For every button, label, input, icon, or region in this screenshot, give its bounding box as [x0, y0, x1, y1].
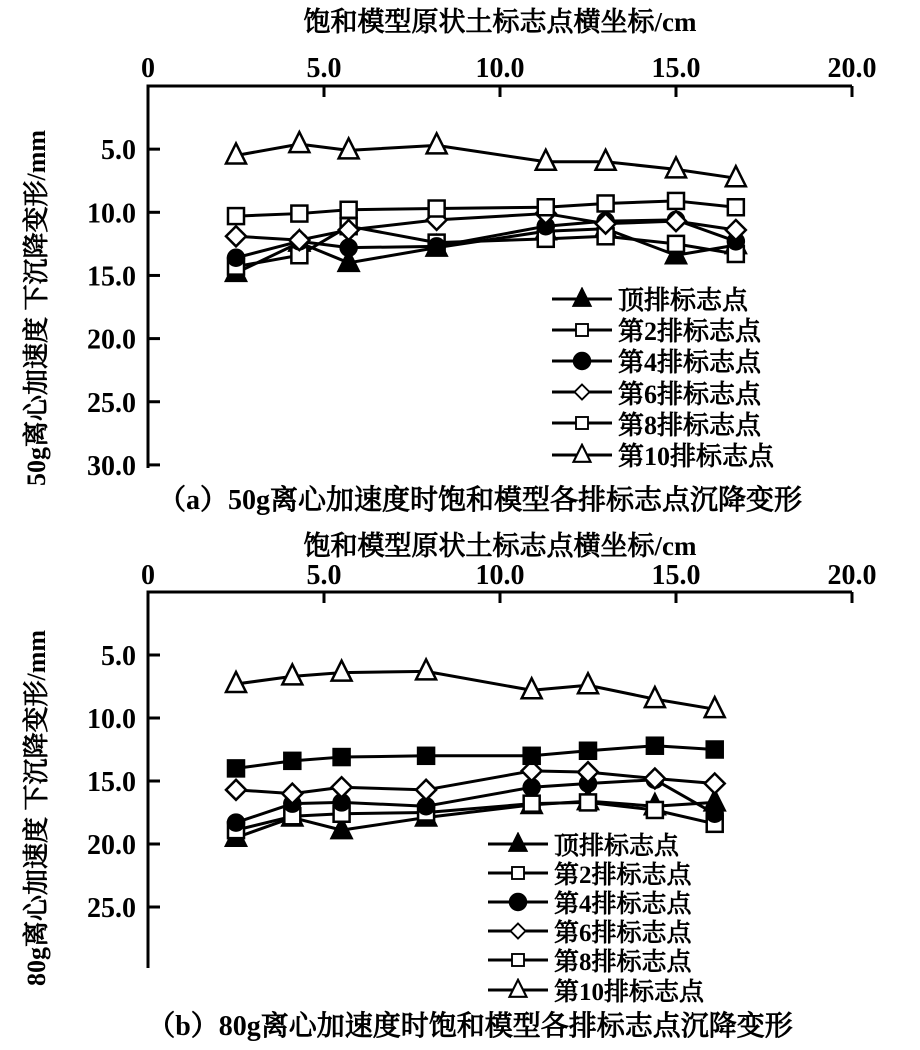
square-filled-marker [707, 742, 723, 758]
legend-item-row-6 [552, 439, 774, 470]
triangle-open-marker [596, 150, 616, 170]
legend-item-row-6 [488, 975, 704, 1004]
circle-filled-marker [228, 250, 244, 266]
square-open-marker [538, 199, 554, 215]
panel-a-caption: （a）50g离心加速度时饱和模型各排标志点沉降变形 [157, 485, 802, 516]
diamond-open-marker [705, 774, 725, 794]
square-open-marker [228, 208, 244, 224]
panel-b-x-axis-title: 饱和模型原状土标志点横坐标/cm [303, 531, 697, 561]
legend-item-row-3 [552, 345, 774, 376]
diamond-open-icon [488, 919, 548, 943]
square-open-marker [341, 202, 357, 218]
circle-filled-icon [488, 890, 548, 914]
square-open-marker [580, 794, 596, 810]
y-tick-label: 15.0 [87, 767, 136, 798]
panel-a-y-axis-title: 50g离心加速度 下沉降变形/mm [22, 129, 51, 486]
square-filled-marker [418, 748, 434, 764]
square-filled-marker [334, 749, 350, 765]
legend-label: 第10排标志点 [554, 978, 705, 1006]
y-tick-label: 5.0 [101, 135, 136, 167]
x-tick-label: 20.0 [827, 53, 877, 84]
x-tick-label: 10.0 [475, 53, 525, 84]
panel-b-plot [0, 520, 920, 1050]
square-filled-marker [524, 748, 540, 764]
square-open-marker [668, 193, 684, 209]
diamond-open-marker [416, 780, 436, 800]
legend-marker [575, 385, 590, 400]
square-open-marker [728, 199, 744, 215]
square-filled-marker [284, 753, 300, 769]
triangle-open-marker [289, 132, 309, 152]
square-filled-marker [647, 738, 663, 754]
circle-filled-marker [429, 238, 445, 254]
legend-label: 第8排标志点 [618, 410, 762, 440]
square-open-icon [552, 411, 612, 435]
triangle-filled-icon [488, 832, 548, 856]
legend-label: 顶排标志点 [554, 832, 680, 860]
legend-marker [574, 353, 590, 369]
legend-label: 第4排标志点 [554, 890, 692, 918]
circle-filled-icon [552, 349, 612, 373]
x-axis-ticks [141, 560, 877, 603]
panel-a-x-axis-title: 饱和模型原状土标志点横坐标/cm [303, 7, 697, 37]
legend-marker [574, 444, 591, 461]
square-open-marker [598, 195, 614, 211]
y-tick-label: 20.0 [87, 830, 136, 861]
legend-label: 顶排标志点 [618, 286, 749, 316]
legend-marker [512, 867, 524, 879]
x-tick-label: 15.0 [651, 560, 701, 591]
x-tick-label: 15.0 [651, 53, 701, 84]
square-open-marker [647, 802, 663, 818]
legend-marker [512, 954, 524, 966]
series-line-5 [236, 746, 715, 769]
series-line-6 [236, 671, 715, 709]
legend-item-row-5 [552, 408, 774, 439]
series-markers-6 [226, 132, 746, 186]
legend-marker [510, 979, 527, 996]
panel-b-caption: （b）80g离心加速度时饱和模型各排标志点沉降变形 [147, 1011, 793, 1042]
triangle-open-marker [427, 133, 447, 153]
legend-marker [511, 924, 526, 939]
y-tick-label: 25.0 [87, 387, 136, 419]
y-tick-label: 5.0 [101, 641, 136, 672]
square-filled-marker [228, 760, 244, 776]
series-line-4 [236, 771, 715, 794]
legend-item-row-1 [552, 283, 774, 314]
circle-filled-marker [228, 815, 244, 831]
legend-label: 第8排标志点 [554, 949, 692, 977]
legend-marker [510, 894, 526, 910]
y-tick-label: 25.0 [87, 893, 136, 924]
diamond-open-icon [552, 380, 612, 404]
panel-a-plot [0, 0, 920, 520]
x-tick-label: 20.0 [827, 560, 877, 591]
panel-b-legend [488, 829, 704, 1004]
legend-label: 第6排标志点 [554, 920, 692, 948]
y-tick-label: 30.0 [87, 450, 136, 482]
series-line-1 [236, 229, 736, 273]
legend-label: 第6排标志点 [618, 379, 762, 409]
y-tick-label: 10.0 [87, 198, 136, 230]
legend-marker [576, 324, 588, 336]
diamond-open-marker [226, 780, 246, 800]
diamond-open-marker [226, 226, 246, 246]
triangle-open-icon [552, 443, 612, 467]
legend-marker [576, 417, 588, 429]
square-open-marker [429, 201, 445, 217]
x-tick-label: 5.0 [306, 53, 342, 84]
legend-label: 第2排标志点 [618, 317, 762, 347]
square-open-icon [552, 318, 612, 342]
panel-b-y-axis-title: 80g离心加速度 下沉降变形/mm [22, 629, 51, 986]
legend-item-row-2 [552, 314, 774, 345]
diamond-open-marker [332, 777, 352, 797]
y-tick-label: 15.0 [87, 261, 136, 293]
x-tick-label: 10.0 [475, 560, 525, 591]
circle-filled-marker [341, 240, 357, 256]
triangle-open-marker [416, 659, 436, 679]
legend-label: 第4排标志点 [618, 348, 762, 378]
square-open-icon [488, 861, 548, 885]
triangle-open-marker [332, 661, 352, 681]
x-tick-label: 0 [141, 53, 155, 84]
panel-a-legend [552, 283, 774, 470]
x-tick-label: 5.0 [306, 560, 342, 591]
circle-filled-marker [707, 806, 723, 822]
y-tick-label: 10.0 [87, 704, 136, 735]
triangle-filled-icon [552, 287, 612, 311]
triangle-open-icon [488, 978, 548, 1002]
legend-marker [574, 288, 591, 305]
legend-item-row-4 [552, 377, 774, 408]
triangle-open-marker [578, 673, 598, 693]
legend-label: 第2排标志点 [554, 861, 692, 889]
square-open-marker [291, 206, 307, 222]
legend-label: 第10排标志点 [618, 442, 775, 472]
y-tick-label: 20.0 [87, 324, 136, 356]
series-markers-6 [226, 659, 725, 717]
square-open-icon [488, 948, 548, 972]
x-axis-ticks [141, 53, 877, 97]
square-open-marker [668, 236, 684, 252]
series-line-5 [236, 201, 736, 216]
series-line-6 [236, 144, 736, 178]
square-filled-marker [580, 743, 596, 759]
legend-marker [510, 833, 527, 850]
square-open-marker [524, 796, 540, 812]
x-tick-label: 0 [141, 560, 155, 591]
